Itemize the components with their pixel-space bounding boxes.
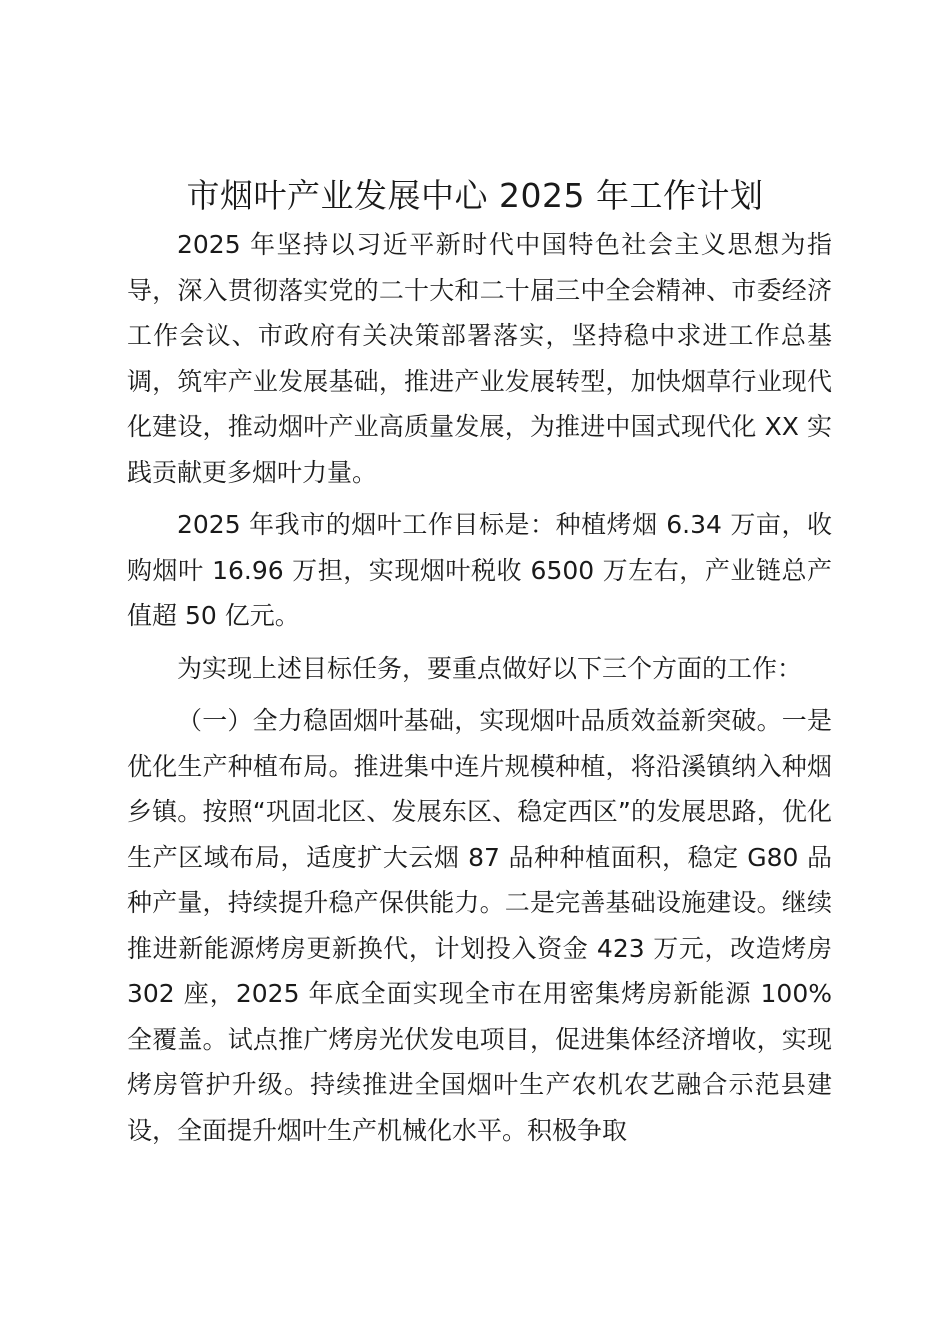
document-title: 市烟叶产业发展中心 2025 年工作计划 <box>186 176 764 215</box>
paragraph-lead-in: 为实现上述目标任务，要重点做好以下三个方面的工作： <box>177 653 803 683</box>
paragraph-intro: 2025 年坚持以习近平新时代中国特色社会主义思想为指导，深入贯彻落实党的二十大和二十届三中全会精神、市委经济工作会议、市政府有关决策部署落实，坚持稳中求进工作总基调，筑牢产业发展基础，推进产业发展转型，加快烟草行业现代化建设，推动烟叶产业高质量发展，为推进中国式现代化 XX 实践贡献更多烟叶力量。 <box>127 230 832 487</box>
paragraph-section-one: （一）全力稳固烟叶基础，实现烟叶品质效益新突破。一是优化生产种植布局。推进集中连片规模种植，将沿溪镇纳入种烟乡镇。按照“巩固北区、发展东区、稳定西区”的发展思路，优化生产区域布局，适度扩大云烟 87 品种种植面积，稳定 G80 品种产量，持续提升稳产保供能力。二是完善基础设施建设。继续推进新能源烤房更新换代，计划投入资金 423 万元，改造烤房 302 座，2025 年底全面实现全市在用密集烤房新能源 100%全覆盖。试点推广烤房光伏发电项目，促进集体经济增收，实现烤房管护升级。持续推进全国烟叶生产农机农艺融合示范县建设，全面提升烟叶生产机械化水平。积极争取 <box>127 706 832 1145</box>
document-body <box>127 222 832 1160</box>
paragraph-targets: 2025 年我市的烟叶工作目标是：种植烤烟 6.34 万亩，收购烟叶 16.96 万担，实现烟叶税收 6500 万左右，产业链总产值超 50 亿元。 <box>127 510 832 630</box>
